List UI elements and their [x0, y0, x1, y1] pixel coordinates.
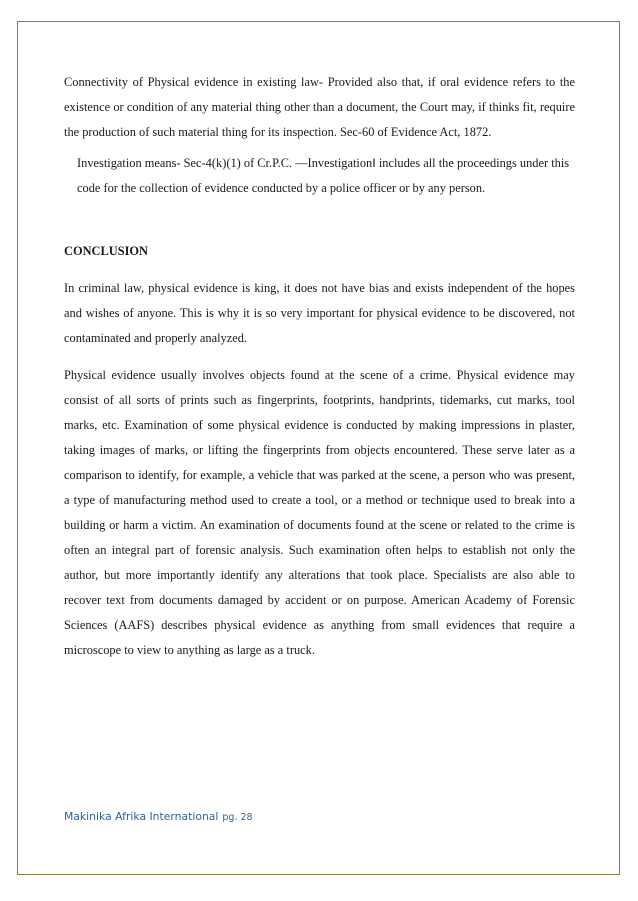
- section-heading-conclusion: CONCLUSION: [64, 244, 148, 258]
- paragraph-investigation: Investigation means- Sec-4(k)(1) of Cr.P.C. ―Investigation‖ includes all the proceedings under this code for the collection of evidence conducted by a police officer or by any person.: [77, 156, 570, 195]
- footer-organization: Makinika Afrika International: [64, 810, 219, 823]
- document-body: [64, 70, 575, 663]
- paragraph-physical-evidence: Physical evidence usually involves objects found at the scene of a crime. Physical evidence may consist of all sorts of prints such as fingerprints, footprints, handprints, tidemarks, cut marks, tool marks, etc. Examination of some physical evidence is conducted by making impressions in plaster, taking images of marks, or lifting the fingerprints from objects encountered. These serve later as a comparison to identify, for example, a vehicle that was parked at the scene, a person who was present, a type of manufacturing method used to create a tool, or a method or technique used to break into a building or harm a victim. An examination of documents found at the scene or related to the crime is often an integral part of forensic analysis. Such examination often helps to establish not only the author, but more importantly identify any alterations that took place. Specialists are also able to recover text from documents damaged by accident or on purpose. American Academy of Forensic Sciences (AAFS) describes physical evidence as anything from small evidences that require a microscope to view to anything as large as a truck.: [64, 368, 575, 657]
- footer-page-number: pg. 28: [222, 812, 253, 823]
- paragraph-connectivity: Connectivity of Physical evidence in existing law- Provided also that, if oral evidence refers to the existence or condition of any material thing other than a document, the Court may, if thinks fit, require the production of such material thing for its inspection. Sec-60 of Evidence Act, 1872.: [64, 75, 575, 139]
- page-footer: [64, 810, 253, 823]
- paragraph-criminal-law: In criminal law, physical evidence is king, it does not have bias and exists independent of the hopes and wishes of anyone. This is why it is so very important for physical evidence to be discovered, not contaminated and properly analyzed.: [64, 281, 575, 345]
